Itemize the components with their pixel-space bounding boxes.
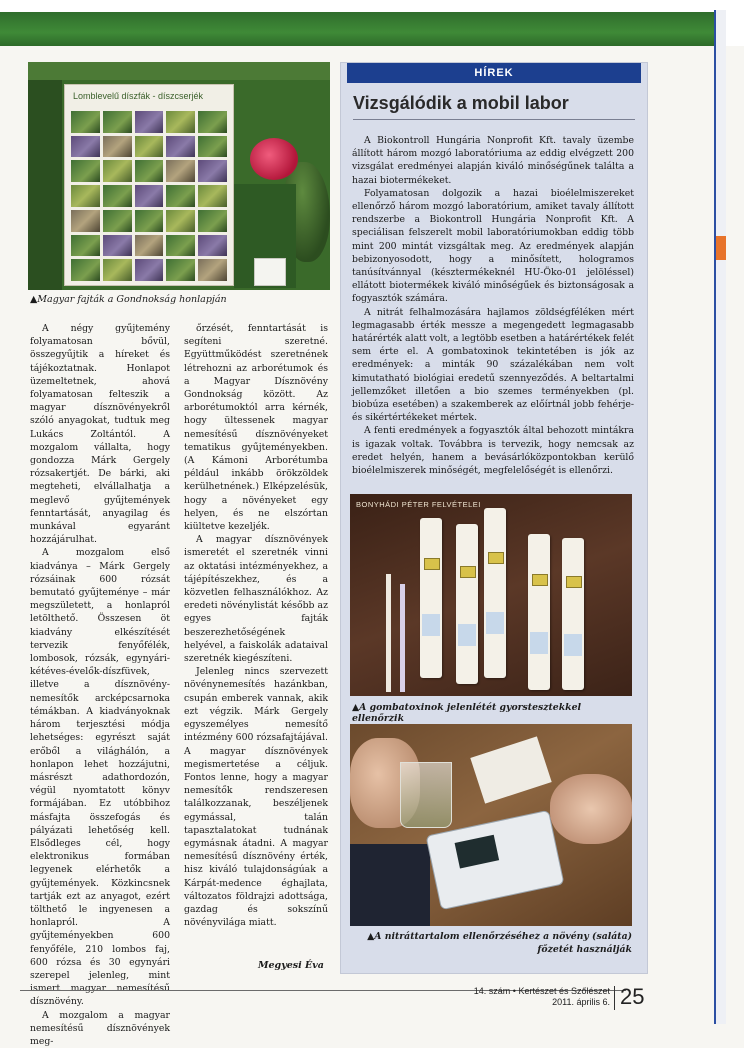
thumbnail [135,235,164,257]
thumbnail [103,185,132,207]
test-strips-photo [350,494,632,696]
thumbnail [166,185,195,207]
news-title: Vizsgálódik a mobil labor [353,93,569,113]
thumbnail [198,111,227,133]
thumbnail [198,136,227,158]
news-section-label: HÍREK [347,63,641,83]
thumbnail [135,210,164,232]
thumbnail [135,111,164,133]
news-paragraph: A fenti eredmények a fogyasztók által behozott mintákra is igazak voltak. Továbbra is tervezik, hogy nemcsak az eredet helyén, hanem a bevásárlóközpontokban kerülő bioélelmiszerek minőségét, megfelelőségét is ellenőrzi. [352,425,634,477]
thumbnail [198,185,227,207]
thumbnail [135,160,164,182]
thumbnail [135,259,164,281]
thumbnail [103,259,132,281]
thumbnail [103,111,132,133]
thumbnail [71,210,100,232]
news-paragraph: A nitrát felhalmozására hajlamos zöldségféléken mért legmagasabb érték messze a megengedett legmagasabb határérték alatt volt, a legtöbb esetben a határértékek felét sem érte el. A gombatoxinok tekintetében is jók az eredmények: a minták 90 százalékában nem volt kimutatható biológiai eredetű szennyeződés. A beltartalmi jellemzőket illetően a bio szemes terményekben (pl. biobúza esetében) a szakemberek az előírtnál jobb fehérje- és sikértértékeket mértek. [352,306,634,424]
news-body [352,134,634,477]
glass [400,762,452,828]
thumbnail [198,160,227,182]
website-top-bar [28,62,330,80]
article-paragraph: A négy gyűjtemény folyamatosan bővül, összegyűjtik a híreket és tájékoztatnak. Honlapot üzemeltetnek, ahová folyamatosan felteszik a magyar dísznövényekről szóló anyagokat, tudtuk meg Lukács Zoltántól. A mozgalom vállalta, hogy gondozza Márk Gergely rózsakertjét. De bárki, aki megteheti, elvállalhatja a meglevő gyűjtemények fenntartását, anyagilag és munkával egyaránt hozzájárulhat. [30,323,170,546]
nitrate-test-photo [350,724,632,926]
test-strip [528,534,550,690]
thumbnail [198,210,227,232]
website-sidebar [28,80,62,290]
article-paragraph: A mozgalom első kiadványa – Márk Gergely rózsáinak 600 rózsát bemutató gyűjteménye – már megszületett, a honlapról letölthető. Összesen öt kiadvány elkészítését tervezik fenyőfélék, lombosok, rózsák, egynyári-kétéves-évelők-díszfüvek, illetve a dísznövény-nemesítők arcképcsarnoka témákban. A kiadványoknak három terjesztési módja lehetséges: egyrészt saját erőből a világhálón, a honlapon lehet hozzájutni, másrészt adathordozón, végül nyomtatott könyv formájában. Ez utóbbihoz másfajta összefogás és pályázati lehetőség kell. Elsődleges cél, hogy elektronikus formában legyenek elérhetők a gyűjtemények. Közkincsnek tartják ezt az anyagot, ezért tölthető le ingyenesen a honlapról. A gyűjteményekben 600 fenyőféle, 210 lombos faj, 600 rózsa és 30 egynyári szerepel jelenleg, mint ismert magyar nemesítésű dísznövény. [30,547,170,1008]
tree-logo-icon [254,258,286,286]
article-paragraph: A magyar dísznövények ismeretét el szeretnék vinni az oktatási intézményekhez, a tájépítészekhez, és a közvetlen felhasználókhoz. Az eredeti növénylistát később az egyes fajták beszerezhetőségének helyével, a faiskolák adataival szeretnék kiegészíteni. [184,534,328,665]
article-paragraph: A mozgalom a magyar nemesítésű dísznövények meg- [30,1009,170,1047]
news-lead: A Biokontroll Hungária Nonprofit Kft. tavaly üzembe állított három mozgó laboratóriuma az eddig elvégzett 200 vizsgálat eredményei alapján kiváló minőségűnek találta a hazai biotermékeket. [352,135,634,186]
thumbnail [166,210,195,232]
plant-thumbnail-grid [71,111,227,281]
thumbnail [135,185,164,207]
article-author: Megyesi Éva [258,960,324,971]
thumbnail [103,210,132,232]
page-number: 25 [620,984,645,1009]
thumbnail [198,259,227,281]
website-heading: Lomblevelű díszfák - díszcserjék [73,91,204,101]
thumbnail [71,235,100,257]
thumbnail [71,111,100,133]
website-screenshot-figure [28,62,330,290]
article-column-2 [184,322,328,929]
article-paragraph: őrzését, fenntartását is segíteni szeretné. Együttműködést szeretnének létrehozni az arborétumok és a Magyar Dísznövény Gondnokság között. Az arborétumoktól arra kérnék, hogy ültessenek magyar nemesítésű dísznövényeket tematikus gyűjteményekben. (A Kámoni Arborétumba például inkább örökzöldek kerülhetnének.) Elképzelésük, hogy a növényeket egy helyen, és ne elszórtan kiültetve kezeljék. [184,323,328,533]
test-strip [420,518,442,678]
footer-issue: 14. szám • Kertészet és Szőlészet [473,986,610,996]
photo2-caption: ▲A nitráttartalom ellenőrzéséhez a növény (saláta) főzetét használják [367,931,632,955]
test-strip [562,538,584,690]
footer-separator [614,986,615,1010]
sleeve [350,844,430,926]
thin-strip [386,574,391,692]
thumbnail [103,136,132,158]
news-title-rule [353,119,635,120]
thumbnail [166,160,195,182]
thumbnail [166,136,195,158]
thumbnail [71,136,100,158]
header-band [0,0,744,46]
photo1-caption: ▲A gombatoxinok jelenlétét gyorstesztekkel ellenőrzik [352,702,582,724]
website-panel [64,84,234,286]
figure1-caption: ▲Magyar fajták a Gondnokság honlapján [30,294,227,305]
rose-photo [250,138,298,180]
thumbnail [166,259,195,281]
news-paragraph: Folyamatosan dolgozik a hazai bioélelmiszereket ellenőrző három mozgó laboratórium, amiket tavaly állított rendszerbe a Biokontroll Hungária Nonprofit Kft. A speciálisan felszerelt mobil laboratóriumokban eddig több mint 200 mintát vizsgáltak meg. Az eredmények alapján bebizonyosodott, hogy a minősített, hologramos tanúsítvánnyal (késztermékeknél HU-Öko-01 jelöléssel) ellátott biotermékek kiváló minőségűek és biztonságosak a fogyasztók számára. [352,187,634,305]
thumbnail [103,235,132,257]
article-column-1 [30,322,170,1048]
thumbnail [166,111,195,133]
thumbnail [71,185,100,207]
photo-credit: BONYHÁDI PÉTER FELVÉTELEI [356,500,481,509]
page-edge-strip [714,10,726,1024]
thumbnail [135,136,164,158]
edge-marker [716,236,726,260]
thin-strip [400,584,405,692]
article-paragraph: Jelenleg nincs szervezett növénynemesítés hazánkban, csupán emberek vannak, akik ezt végzik. Márk Gergely egyszemélyes nemesítő intézmény 600 rózsafajtájával. A magyar dísznövények megismertetése a céljuk. Fontos lenne, hogy a magyar nemesítők rendszeresen találkozzanak, beszéljenek egymással, talán tapasztalatokat tudnának egymásnak átadni. A magyar nemesítésű dísznövény érték, hisz kiváló tulajdonságúak a Kárpát-medence éghajlata, változatos földrajzi adottsága, gazdag és sokszínű növényvilága miatt. [184,666,328,929]
footer-info [430,986,610,1008]
thumbnail [166,235,195,257]
test-strip [456,524,478,684]
header-green-bar [0,12,714,46]
thumbnail [71,160,100,182]
thumbnail [71,259,100,281]
test-card [470,736,551,803]
test-strip [484,508,506,678]
thumbnail [198,235,227,257]
thumbnail [103,160,132,182]
footer-date: 2011. április 6. [552,997,610,1007]
meter-screen [455,835,500,869]
hand [550,774,632,844]
